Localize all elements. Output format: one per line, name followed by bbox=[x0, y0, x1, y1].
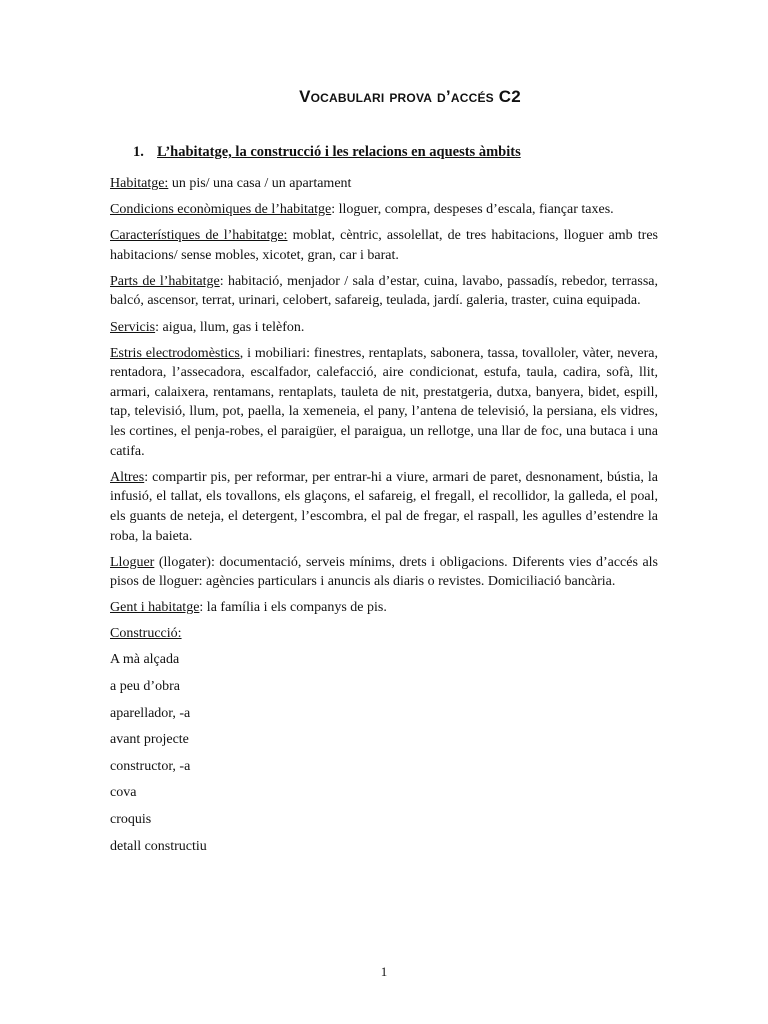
paragraph-habitatge bbox=[110, 174, 658, 194]
list-item: A mà alçada bbox=[110, 652, 180, 668]
section-title: L’habitatge, la construcció i les relacions en aquests àmbits bbox=[157, 144, 521, 160]
paragraph-gent bbox=[110, 598, 658, 618]
list-item: detall constructiu bbox=[110, 838, 207, 854]
paragraph-term: Servicis bbox=[110, 319, 156, 335]
paragraph-text: : compartir pis, per reformar, per entrar-hi a viure, armari de paret, desnonament, bústia, la infusió, el tallat, els tovallons, els glaçons, el safareig, el fregall, el recollidor, la galleda, el poal, els guants de neteja, el detergent, l’escombra, el pal de fregar, el raspall, les agulles d’estendre la roba, la baieta. bbox=[110, 469, 658, 544]
paragraph-term: Condicions econòmiques de l’habitatge bbox=[110, 202, 332, 218]
paragraph-text: un pis/ una casa / un apartament bbox=[168, 176, 352, 191]
paragraph-parts bbox=[110, 272, 658, 311]
paragraph-term: Lloguer bbox=[110, 554, 155, 570]
paragraph-altres bbox=[110, 468, 658, 546]
list-item: croquis bbox=[110, 812, 152, 828]
paragraph-term: Habitatge: bbox=[110, 176, 169, 191]
paragraph-text: : la família i els companys de pis. bbox=[199, 600, 387, 616]
paragraph-servicis bbox=[110, 318, 658, 338]
list-item: a peu d’obra bbox=[110, 679, 180, 695]
paragraph-text: : aigua, llum, gas i telèfon. bbox=[155, 319, 305, 335]
paragraph-text: : habitació, menjador / sala d’estar, cuina, lavabo, passadís, rebedor, terrassa, balcó, ascensor, terrat, urinari, celobert, safareig, teulada, jardí. galeria, traster, cuina equipada. bbox=[110, 273, 658, 309]
list-item: aparellador, -a bbox=[110, 705, 191, 721]
paragraph-estris bbox=[110, 344, 658, 462]
list-item: cova bbox=[110, 785, 137, 801]
section-number: 1. bbox=[133, 144, 144, 160]
paragraph-term: Altres bbox=[110, 469, 145, 485]
paragraph-term: Construcció: bbox=[110, 626, 182, 642]
paragraph-term: Estris electrodomèstics bbox=[110, 345, 240, 361]
section-heading bbox=[133, 144, 521, 161]
list-item: constructor, -a bbox=[110, 758, 191, 774]
document-title: Vocabulari prova d’accés C2 bbox=[299, 87, 521, 106]
document-body bbox=[110, 174, 658, 863]
page-number: 1 bbox=[380, 964, 388, 979]
paragraph-lloguer bbox=[110, 553, 658, 592]
paragraph-text: : lloguer, compra, despeses d’escala, fiançar taxes. bbox=[331, 202, 614, 218]
paragraph-condicions bbox=[110, 200, 658, 220]
paragraph-text: moblat, cèntric, assolellat, de tres habitacions, lloguer amb tres habitacions/ sense mobles, xicotet, gran, car i barat. bbox=[110, 228, 658, 263]
paragraph-term: Gent i habitatge bbox=[110, 600, 200, 616]
paragraph-text: (llogater): documentació, serveis mínims, drets i obligacions. Diferents vies d’accés als pisos de lloguer: agències particulars i anuncis als diaris o revistes. Domiciliació bancària. bbox=[110, 554, 658, 590]
paragraph-construccio bbox=[110, 624, 658, 644]
list-item: avant projecte bbox=[110, 732, 189, 748]
paragraph-caracteristiques bbox=[110, 226, 658, 265]
paragraph-term: Parts de l’habitatge bbox=[110, 273, 220, 289]
paragraph-term: Característiques de l’habitatge: bbox=[110, 228, 288, 244]
paragraph-text: , i mobiliari: finestres, rentaplats, sabonera, tassa, tovalloler, vàter, nevera, rentadora, l’assecadora, escalfador, calefacció, aire condicionat, estufa, taula, cadira, sofà, llit, armari, calaixera, rentamans, rentaplats, tauleta de nit, prestatgeria, dutxa, banyera, bidet, espill, tap, televisió, llum, pot, paella, la xemeneia, el pany, l’antena de televisió, la persiana, els vidres, les cortines, el penja-robes, el paraigüer, el paraigua, un rellotge, una llar de foc, una butaca i una catifa. bbox=[110, 345, 658, 459]
